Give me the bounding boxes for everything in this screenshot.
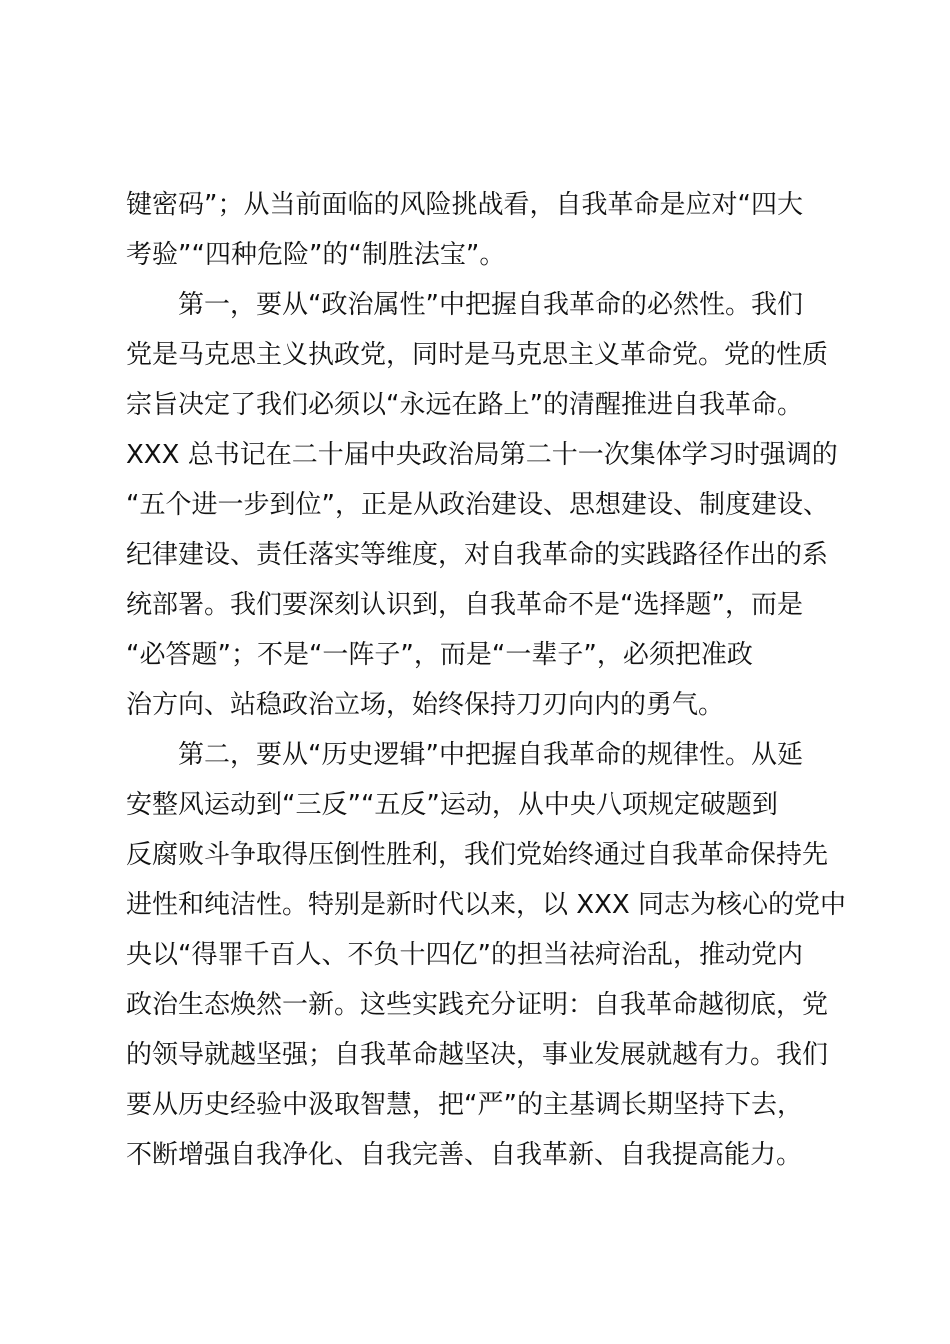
text-line: 纪律建设、责任落实等维度，对自我革命的实践路径作出的系 bbox=[126, 540, 829, 570]
text-line: 统部署。我们要深刻认识到，自我革命不是“选择题”，而是 bbox=[126, 590, 803, 620]
text-line: 治方向、站稳政治立场，始终保持刀刃向内的勇气。 bbox=[126, 690, 725, 720]
text-line: “必答题”；不是“一阵子”，而是“一辈子”，必须把准政 bbox=[126, 640, 753, 670]
text-line: 安整风运动到“三反”“五反”运动，从中央八项规定破题到 bbox=[126, 790, 778, 820]
text-line: 第二，要从“历史逻辑”中把握自我革命的规律性。从延 bbox=[126, 740, 803, 770]
text-line: 考验”“四种危险”的“制胜法宝”。 bbox=[126, 240, 506, 270]
text-line: 第一，要从“政治属性”中把握自我革命的必然性。我们 bbox=[126, 290, 803, 320]
text-line: 键密码”；从当前面临的风险挑战看，自我革命是应对“四大 bbox=[126, 190, 803, 220]
text-line: 宗旨决定了我们必须以“永远在路上”的清醒推进自我革命。 bbox=[126, 390, 803, 420]
text-line: “五个进一步到位”，正是从政治建设、思想建设、制度建设、 bbox=[126, 490, 829, 520]
text-line: 要从历史经验中汲取智慧，把“严”的主基调长期坚持下去， bbox=[126, 1090, 803, 1120]
text-line: 政治生态焕然一新。这些实践充分证明：自我革命越彻底，党 bbox=[126, 990, 829, 1020]
text-line: 央以“得罪千百人、不负十四亿”的担当祛疴治乱，推动党内 bbox=[126, 940, 803, 970]
text-line: XXX 总书记在二十届中央政治局第二十一次集体学习时强调的 bbox=[126, 440, 838, 470]
text-line: 党是马克思主义执政党，同时是马克思主义革命党。党的性质 bbox=[126, 340, 829, 370]
text-line: 进性和纯洁性。特别是新时代以来，以 XXX 同志为核心的党中 bbox=[126, 890, 846, 920]
text-line: 的领导就越坚强；自我革命越坚决，事业发展就越有力。我们 bbox=[126, 1040, 829, 1070]
text-line: 反腐败斗争取得压倒性胜利，我们党始终通过自我革命保持先 bbox=[126, 840, 829, 870]
text-line: 不断增强自我净化、自我完善、自我革新、自我提高能力。 bbox=[126, 1140, 803, 1170]
